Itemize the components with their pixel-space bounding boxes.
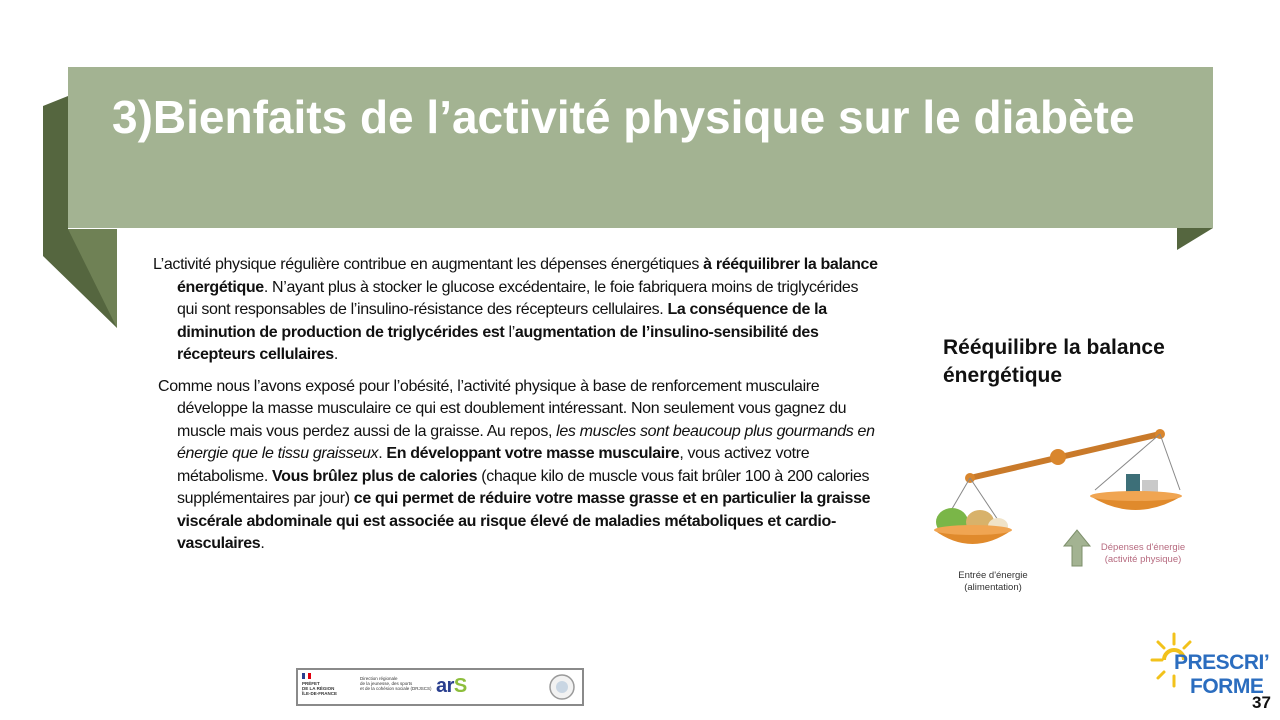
prefet-logo: PRÉFET DE LA RÉGION ÎLE-DE-FRANCE: [302, 681, 337, 696]
ars-s: S: [453, 675, 467, 697]
label-energy-input: [938, 570, 1048, 594]
body-text: [152, 254, 882, 565]
paragraph-muscle: [152, 376, 882, 556]
slide-title: 3)Bienfaits de l’activité physique sur le diabète: [112, 91, 1135, 143]
french-flag-icon: [302, 673, 311, 679]
banner-fold-right: [1177, 228, 1213, 250]
bold-run: En développant votre masse musculaire: [386, 445, 680, 462]
text-run: Comme nous l’avons exposé pour l’obésité, l’activité physique à base de renforcement musculaire développe la masse musculaire ce qui est doublement intéressant. Non seulement vous gagnez du muscle mais vous perdez aussi de la graisse. Au repos,: [158, 377, 847, 440]
paragraph-insulin: [152, 254, 882, 367]
text-run: . N’ayant plus à stocker le glucose excédentaire, le foie fabriquera moins de triglycérides qui sont responsables de l’insulino-résistance des récepteurs cellulaires.: [177, 278, 859, 318]
drjscs-logo: Direction régionale de la jeunesse, des sports et de la cohésion sociale (DRJSCS): [360, 676, 432, 691]
regional-seal-icon: [548, 673, 576, 701]
scale-pivot: [1050, 449, 1066, 465]
text-run: .: [333, 346, 338, 363]
bold-run: La conséquence de la diminution de production de triglycérides est: [177, 301, 827, 341]
bold-run: augmentation de l’insulino-sensibilité des récepteurs cellulaires: [177, 323, 819, 363]
bold-run: Vous brûlez plus de calories: [272, 467, 478, 485]
label-energy-expenditure: [1092, 542, 1194, 566]
bold-run: ce qui permet de réduire votre masse grasse et en particulier la graisse viscérale abdominale qui est associée au risque élevé de maladies métaboliques et cardio-vasculaires: [177, 490, 871, 552]
ars-r: r: [446, 675, 454, 697]
balance-title: Rééquilibre la balance énergétique: [943, 336, 1165, 387]
label-energy-expenditure-text: Dépenses d'énergie (activité physique): [1100, 542, 1186, 565]
arrow-up-icon: [1064, 530, 1090, 566]
text-run: .: [378, 445, 387, 462]
italic-run: les muscles sont beaucoup plus gourmands en énergie que le tissu graisseux: [177, 422, 875, 462]
text-run: L’activité physique régulière contribue en augmentant les dépenses énergétiques: [153, 256, 704, 273]
page-number: 37: [1252, 693, 1271, 712]
bold-run: à rééquilibrer la balance énergétique: [177, 256, 878, 296]
text-run: (chaque kilo de muscle vous fait brûler 100 à 200 calories supplémentaires par jour): [177, 467, 870, 507]
title-banner: [68, 67, 1213, 228]
text-run: , vous activez votre métabolisme.: [177, 445, 810, 485]
label-energy-input-text: Entrée d'énergie (alimentation): [958, 570, 1028, 593]
partner-logos: [296, 668, 584, 706]
ars-a: a: [436, 675, 447, 697]
text-run: .: [260, 535, 265, 552]
text-run: l’: [504, 323, 515, 341]
ars-logo: [436, 676, 467, 696]
prescriforme-line1: PRESCRI’: [1174, 651, 1270, 674]
prescriforme-line2: FORME: [1190, 675, 1264, 698]
